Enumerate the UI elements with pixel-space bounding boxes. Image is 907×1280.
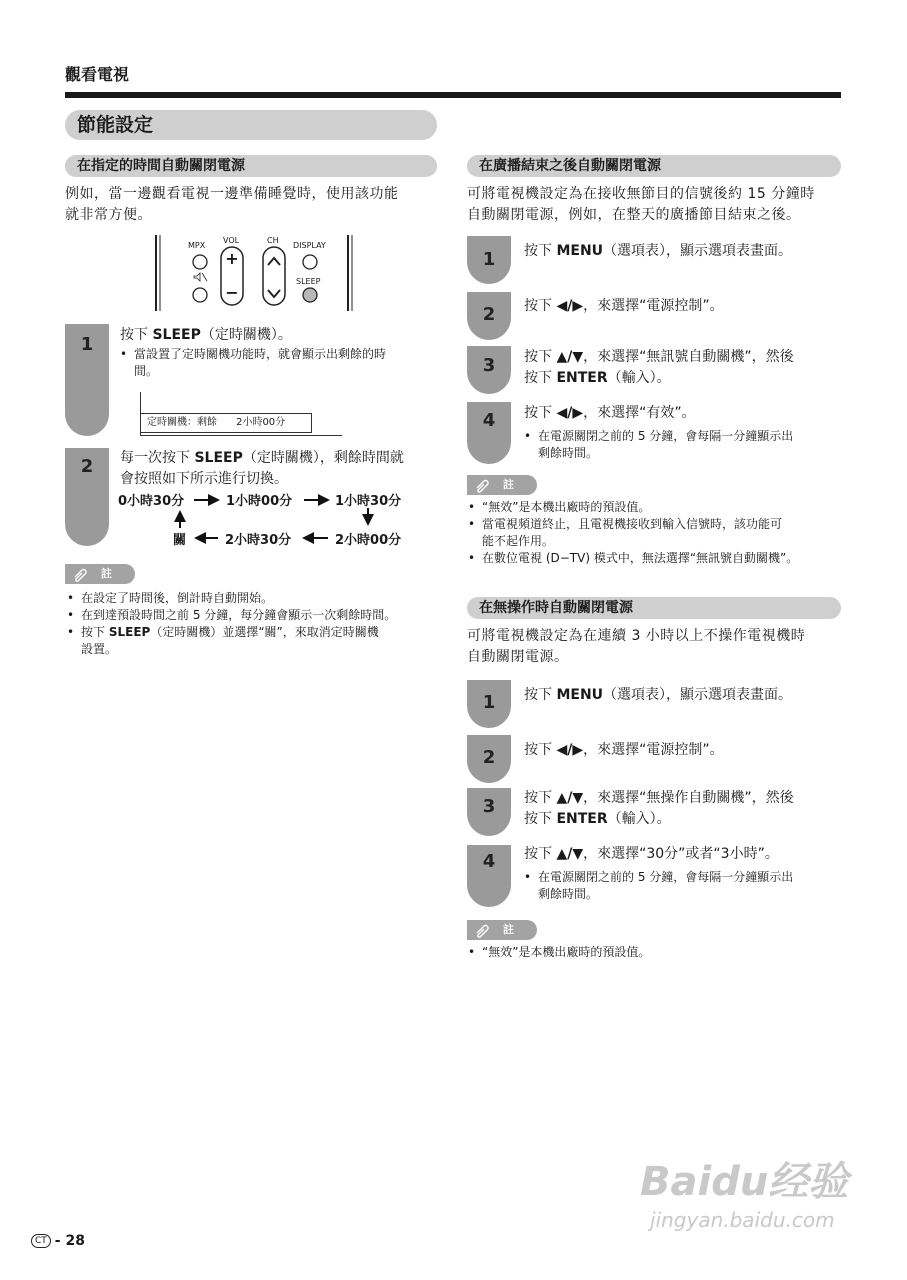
step-number: 1 bbox=[482, 249, 496, 270]
vol-plus-icon: + bbox=[225, 249, 239, 268]
note-item: • “無效”是本機出廠時的預設值。 bbox=[468, 499, 650, 516]
step-number: 2 bbox=[482, 304, 496, 325]
watermark-brand: Baidu经验 bbox=[640, 1159, 849, 1205]
step-number: 1 bbox=[482, 692, 496, 713]
left-intro bbox=[65, 184, 399, 226]
step-number: 3 bbox=[482, 796, 496, 817]
flow-0h30: 0小時30分 bbox=[118, 494, 185, 509]
paperclip-icon bbox=[71, 566, 89, 589]
step-number: 4 bbox=[482, 410, 496, 431]
flow-1h00: 1小時00分 bbox=[226, 494, 293, 509]
note-item: • 當電視頻道終止，且電視機接收到輸入信號時，該功能可 能不起作用。 bbox=[468, 516, 782, 550]
display-label: DISPLAY bbox=[293, 241, 326, 250]
left-step2-text: 每一次按下 SLEEP（定時關機），剩餘時間就 會按照如下所示進行切換。 bbox=[120, 450, 404, 487]
step-number: 1 bbox=[80, 334, 94, 355]
step-number: 2 bbox=[482, 747, 496, 768]
mute-icon bbox=[194, 273, 200, 281]
right2-intro: 可將電視機設定為在連續 3 小時以上不操作電視機時 自動關閉電源。 bbox=[467, 628, 806, 665]
right2-step3-text: 按下 ▲/▼，來選擇“無操作自動關機”，然後 按下 ENTER（輸入）。 bbox=[524, 790, 794, 827]
note-item: • 在到達預設時間之前 5 分鐘，每分鐘會顯示一次剩餘時間。 bbox=[67, 607, 396, 624]
right1-step4-text: 按下 ◀/▶，來選擇“有效”。 bbox=[524, 405, 696, 421]
left-subsection-title: 在指定的時間自動關閉電源 bbox=[65, 155, 437, 177]
note-badge: 註 bbox=[467, 475, 537, 495]
remote-svg bbox=[150, 233, 360, 313]
note-item: • 在設定了時間後，倒計時自動開始。 bbox=[67, 590, 273, 607]
ch-label: CH bbox=[267, 236, 279, 245]
note-badge: 註 bbox=[65, 564, 135, 584]
watermark-url: jingyan.baidu.com bbox=[650, 1208, 835, 1232]
flow-arrows bbox=[118, 490, 418, 550]
left-step1-text: 按下 SLEEP（定時關機）。 bbox=[120, 327, 292, 343]
right2-step4-text: 按下 ▲/▼，來選擇“30分”或者“3小時”。 bbox=[524, 846, 779, 862]
page-footer bbox=[31, 1233, 85, 1249]
right1-step4-bullet: • 在電源關閉之前的 5 分鐘，會每隔一分鐘顯示出 剩餘時間。 bbox=[524, 428, 793, 462]
left-intro-line: 例如，當一邊觀看電視一邊準備睡覺時，使用該功能 bbox=[65, 186, 399, 202]
right2-step4-bullet: • 在電源關閉之前的 5 分鐘，會每隔一分鐘顯示出 剩餘時間。 bbox=[524, 869, 793, 903]
sleep-button-shape bbox=[303, 288, 317, 302]
mpx-label: MPX bbox=[188, 241, 206, 250]
right1-step1-text: 按下 MENU（選項表），顯示選項表畫面。 bbox=[524, 243, 793, 259]
step-number: 4 bbox=[482, 851, 496, 872]
right2-step2-text: 按下 ◀/▶，來選擇“電源控制”。 bbox=[524, 742, 724, 758]
note-badge: 註 bbox=[467, 920, 537, 940]
step-number: 3 bbox=[482, 355, 496, 376]
flow-2h00: 2小時00分 bbox=[335, 533, 402, 548]
remote-illustration bbox=[150, 233, 360, 313]
left-step1-bullet: • 當設置了定時關機功能時，就會顯示出剩餘的時 間。 bbox=[120, 346, 386, 380]
display-button-shape bbox=[303, 255, 317, 269]
right1-step3-text: 按下 ▲/▼，來選擇“無訊號自動關機”，然後 按下 ENTER（輸入）。 bbox=[524, 349, 794, 386]
lang-badge: CT bbox=[31, 1234, 51, 1248]
sleep-label: SLEEP bbox=[296, 277, 321, 286]
sleep-display-frame bbox=[140, 392, 342, 436]
left-intro-line: 就非常方便。 bbox=[65, 207, 152, 223]
flow-2h30: 2小時30分 bbox=[225, 533, 292, 548]
right2-step1-text: 按下 MENU（選項表），顯示選項表畫面。 bbox=[524, 687, 793, 703]
section-title: 節能設定 bbox=[65, 110, 437, 140]
flow-1h30: 1小時30分 bbox=[335, 494, 402, 509]
right1-subsection-title: 在廣播結束之後自動關閉電源 bbox=[467, 155, 841, 177]
step-number: 2 bbox=[80, 456, 94, 477]
mpx-button-shape bbox=[193, 255, 207, 269]
note-item: • 在數位電視 (D−TV) 模式中，無法選擇“無訊號自動關機”。 bbox=[468, 550, 798, 567]
header-rule bbox=[65, 92, 841, 98]
page-number: - 28 bbox=[54, 1233, 85, 1249]
sleep-cycle-diagram bbox=[118, 490, 418, 550]
paperclip-icon bbox=[473, 922, 491, 945]
right2-subsection-title: 在無操作時自動關閉電源 bbox=[467, 597, 841, 619]
right1-intro: 可將電視機設定為在接收無節目的信號後約 15 分鐘時 自動關閉電源，例如，在整天的廣播節目結束之後。 bbox=[467, 186, 815, 223]
header-title: 觀看電視 bbox=[65, 65, 130, 84]
vol-label: VOL bbox=[223, 236, 240, 245]
vol-minus-icon: − bbox=[225, 283, 239, 302]
mute-button-shape bbox=[193, 288, 207, 302]
sleep-display: 定時關機：剩餘 2小時00分 bbox=[140, 413, 312, 433]
paperclip-icon bbox=[473, 477, 491, 500]
note-item: • 按下 SLEEP（定時關機）並選擇“關”，來取消定時關機 設置。 bbox=[67, 624, 379, 658]
flow-off: 關 bbox=[173, 533, 187, 548]
right1-step2-text: 按下 ◀/▶，來選擇“電源控制”。 bbox=[524, 298, 724, 314]
note-item: • “無效”是本機出廠時的預設值。 bbox=[468, 944, 650, 961]
